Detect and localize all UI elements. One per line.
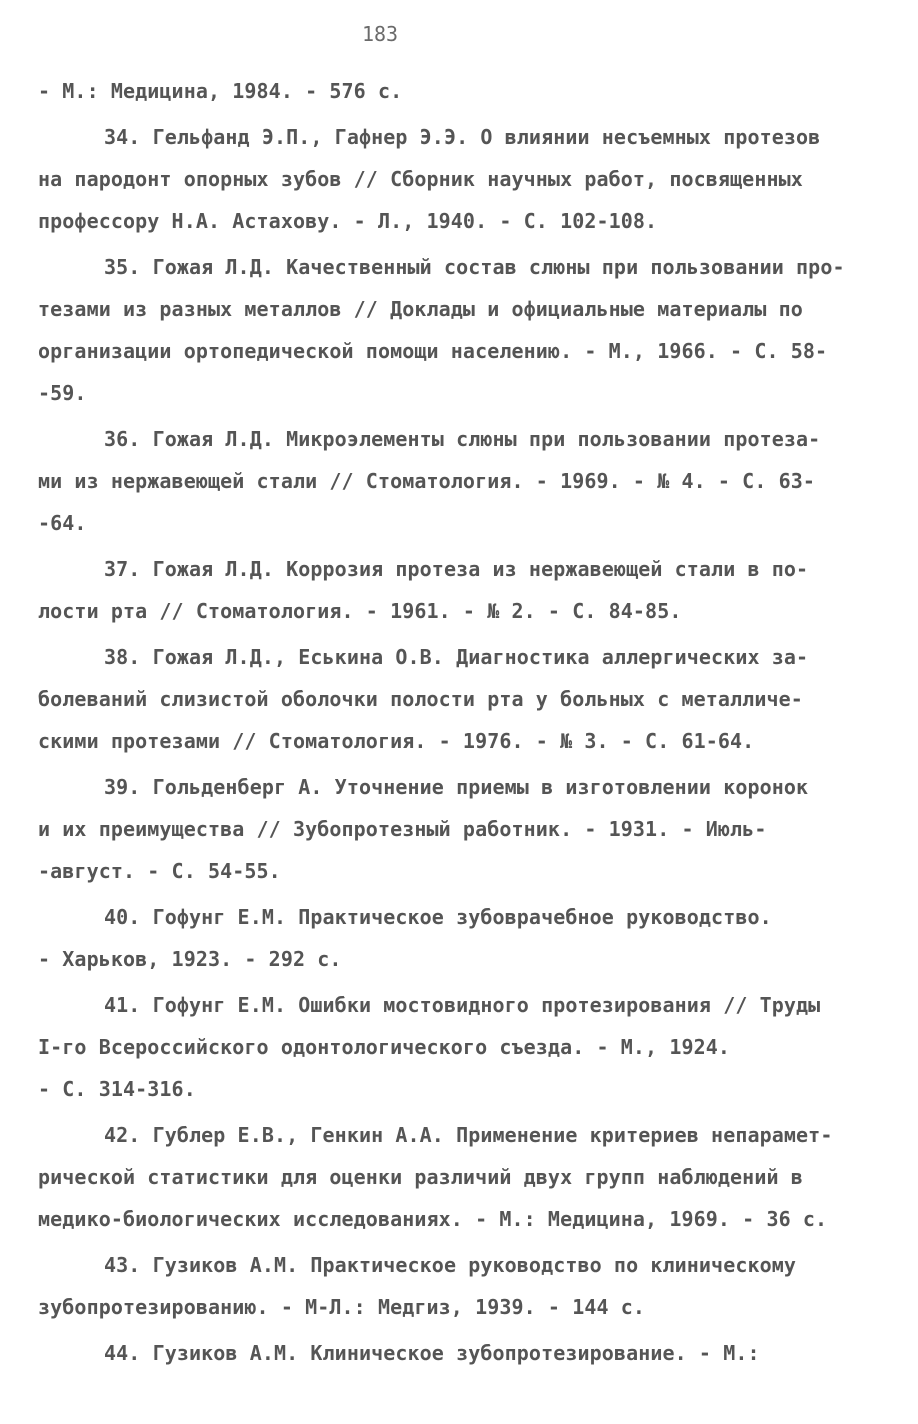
entry-39-line: -август. - С. 54-55. <box>38 859 281 883</box>
entry-44-line: 44. Гузиков А.М. Клиническое зубопротезирование. - М.: <box>104 1341 760 1365</box>
entry-43-line: 43. Гузиков А.М. Практическое руководство по клиническому <box>104 1253 797 1277</box>
entry-34-line: на пародонт опорных зубов // Сборник научных работ, посвященных <box>38 167 803 191</box>
entry-34-line: 34. Гельфанд Э.П., Гафнер Э.Э. О влиянии несъемных протезов <box>104 125 821 149</box>
entry-38-line: болеваний слизистой оболочки полости рта у больных с металличе- <box>38 687 803 711</box>
entry-36-line: 36. Гожая Л.Д. Микроэлементы слюны при пользовании протеза- <box>104 427 821 451</box>
bibliography-text <box>38 70 888 1374</box>
entry-35-line: -59. <box>38 381 87 405</box>
entry-35-line: организации ортопедической помощи населению. - М., 1966. - С. 58- <box>38 339 828 363</box>
entry-37-line: 37. Гожая Л.Д. Коррозия протеза из нержавеющей стали в по- <box>104 557 809 581</box>
text-line: - М.: Медицина, 1984. - 576 с. <box>38 79 403 103</box>
entry-39-line: 39. Гольденберг А. Уточнение приемы в изготовлении коронок <box>104 775 809 799</box>
entry-38-line: скими протезами // Стоматология. - 1976. - № 3. - С. 61-64. <box>38 729 755 753</box>
entry-36-line: -64. <box>38 511 87 535</box>
entry-41-line: - С. 314-316. <box>38 1077 196 1101</box>
entry-35-line: 35. Гожая Л.Д. Качественный состав слюны при пользовании про- <box>104 255 845 279</box>
entry-38-line: 38. Гожая Л.Д., Еськина О.В. Диагностика аллергических за- <box>104 645 809 669</box>
entry-41-line: 41. Гофунг Е.М. Ошибки мостовидного протезирования // Труды <box>104 993 821 1017</box>
entry-34-line: профессору Н.А. Астахову. - Л., 1940. - С. 102-108. <box>38 209 658 233</box>
entry-42-line: медико-биологических исследованиях. - М.: Медицина, 1969. - 36 с. <box>38 1207 828 1231</box>
entry-39-line: и их преимущества // Зубопротезный работник. - 1931. - Июль- <box>38 817 767 841</box>
entry-35-line: тезами из разных металлов // Доклады и официальные материалы по <box>38 297 803 321</box>
entry-43-line: зубопротезированию. - М-Л.: Медгиз, 1939. - 144 с. <box>38 1295 646 1319</box>
entry-36-line: ми из нержавеющей стали // Стоматология. - 1969. - № 4. - С. 63- <box>38 469 816 493</box>
entry-37-line: лости рта // Стоматология. - 1961. - № 2. - С. 84-85. <box>38 599 682 623</box>
entry-42-line: 42. Гублер Е.В., Генкин А.А. Применение критериев непарамет- <box>104 1123 833 1147</box>
entry-40-line: 40. Гофунг Е.М. Практическое зубоврачебное руководство. <box>104 905 772 929</box>
entry-42-line: рической статистики для оценки различий двух групп наблюдений в <box>38 1165 803 1189</box>
entry-41-line: I-го Всероссийского одонтологического съезда. - М., 1924. <box>38 1035 731 1059</box>
page-number: 183 <box>361 22 399 46</box>
entry-40-line: - Харьков, 1923. - 292 с. <box>38 947 342 971</box>
